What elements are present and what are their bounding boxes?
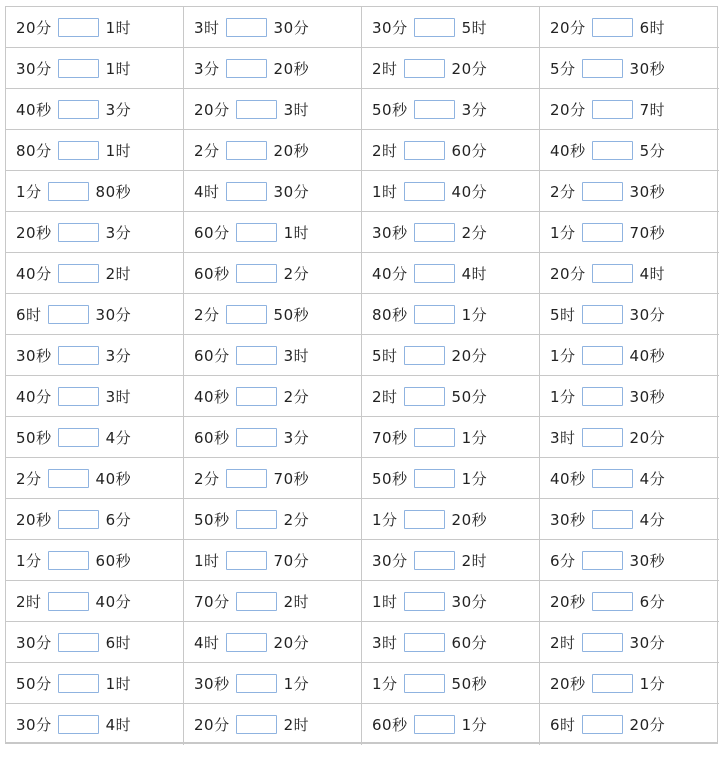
left-quantity: 2分	[194, 305, 220, 324]
answer-blank-box[interactable]	[236, 223, 277, 242]
left-quantity: 50秒	[372, 100, 408, 119]
right-quantity: 6分	[105, 510, 132, 529]
problem-cell	[362, 581, 540, 622]
right-quantity: 70秒	[629, 223, 666, 242]
answer-blank-box[interactable]	[414, 305, 455, 324]
left-quantity: 40分	[372, 264, 408, 283]
problem-cell	[540, 499, 719, 540]
problem-cell	[362, 212, 540, 253]
right-quantity: 30分	[629, 305, 666, 324]
answer-blank-box[interactable]	[592, 674, 633, 693]
right-quantity: 5分	[639, 141, 666, 160]
problem-cell	[362, 130, 540, 171]
answer-blank-box[interactable]	[58, 510, 99, 529]
left-quantity: 40秒	[16, 100, 52, 119]
problem-cell	[362, 294, 540, 335]
problem-cell	[540, 212, 719, 253]
right-quantity: 20分	[273, 633, 310, 652]
right-quantity: 3分	[105, 100, 132, 119]
right-quantity: 40秒	[629, 346, 666, 365]
problem-cell	[540, 417, 719, 458]
problem-cell	[540, 171, 719, 212]
problem-cell	[362, 417, 540, 458]
problem-cell	[362, 663, 540, 704]
left-quantity: 20秒	[16, 510, 52, 529]
problem-cell	[362, 622, 540, 663]
left-quantity: 30分	[372, 551, 408, 570]
answer-blank-box[interactable]	[582, 387, 623, 406]
right-quantity: 30秒	[629, 387, 666, 406]
problem-cell	[362, 89, 540, 130]
right-quantity: 1分	[283, 674, 310, 693]
right-quantity: 2分	[283, 510, 310, 529]
right-quantity: 1时	[105, 18, 132, 37]
right-quantity: 30秒	[629, 182, 666, 201]
problem-cell	[184, 663, 362, 704]
right-quantity: 3分	[105, 223, 132, 242]
right-quantity: 1时	[283, 223, 310, 242]
left-quantity: 1分	[16, 551, 42, 570]
right-quantity: 30分	[451, 592, 488, 611]
answer-blank-box[interactable]	[58, 346, 99, 365]
left-quantity: 60分	[194, 346, 230, 365]
left-quantity: 40秒	[550, 141, 586, 160]
left-quantity: 3时	[372, 633, 398, 652]
problem-cell	[362, 253, 540, 294]
right-quantity: 4时	[639, 264, 666, 283]
left-quantity: 20秒	[550, 674, 586, 693]
left-quantity: 20分	[16, 18, 52, 37]
left-quantity: 20秒	[16, 223, 52, 242]
right-quantity: 2时	[461, 551, 488, 570]
answer-blank-box[interactable]	[226, 305, 267, 324]
left-quantity: 2时	[372, 141, 398, 160]
left-quantity: 40秒	[194, 387, 230, 406]
right-quantity: 2时	[105, 264, 132, 283]
right-quantity: 4分	[105, 428, 132, 447]
left-quantity: 1分	[372, 674, 398, 693]
left-quantity: 50秒	[16, 428, 52, 447]
answer-blank-box[interactable]	[58, 674, 99, 693]
right-quantity: 20秒	[451, 510, 488, 529]
answer-blank-box[interactable]	[582, 428, 623, 447]
left-quantity: 30分	[16, 59, 52, 78]
answer-blank-box[interactable]	[582, 182, 623, 201]
right-quantity: 1时	[105, 141, 132, 160]
answer-blank-box[interactable]	[48, 551, 89, 570]
answer-blank-box[interactable]	[414, 100, 455, 119]
left-quantity: 6时	[16, 305, 42, 324]
problem-cell	[362, 335, 540, 376]
answer-blank-box[interactable]	[592, 592, 633, 611]
answer-blank-box[interactable]	[236, 100, 277, 119]
left-quantity: 1分	[550, 223, 576, 242]
right-quantity: 6分	[639, 592, 666, 611]
answer-blank-box[interactable]	[58, 387, 99, 406]
right-quantity: 6时	[105, 633, 132, 652]
left-quantity: 3时	[550, 428, 576, 447]
problem-cell	[540, 581, 719, 622]
problem-cell	[6, 417, 184, 458]
left-quantity: 1时	[194, 551, 220, 570]
problem-cell	[540, 130, 719, 171]
answer-blank-box[interactable]	[236, 510, 277, 529]
problem-cell	[6, 581, 184, 622]
answer-blank-box[interactable]	[414, 715, 455, 734]
problem-cell	[184, 458, 362, 499]
answer-blank-box[interactable]	[236, 264, 277, 283]
right-quantity: 2时	[283, 592, 310, 611]
left-quantity: 5时	[550, 305, 576, 324]
problem-cell	[184, 499, 362, 540]
right-quantity: 6时	[639, 18, 666, 37]
problem-cell	[362, 171, 540, 212]
left-quantity: 30分	[16, 716, 52, 734]
problem-cell	[6, 376, 184, 417]
problem-cell	[362, 540, 540, 581]
problem-cell	[6, 171, 184, 212]
left-quantity: 2时	[372, 387, 398, 406]
right-quantity: 5时	[461, 18, 488, 37]
answer-blank-box[interactable]	[48, 182, 89, 201]
answer-blank-box[interactable]	[414, 264, 455, 283]
problem-cell	[540, 7, 719, 48]
answer-blank-box[interactable]	[582, 346, 623, 365]
problem-cell	[6, 540, 184, 581]
right-quantity: 1分	[461, 305, 488, 324]
left-quantity: 80秒	[372, 305, 408, 324]
left-quantity: 2分	[194, 141, 220, 160]
right-quantity: 1分	[461, 428, 488, 447]
left-quantity: 20分	[550, 18, 586, 37]
right-quantity: 30分	[95, 305, 132, 324]
right-quantity: 20分	[629, 716, 666, 734]
right-quantity: 40分	[95, 592, 132, 611]
right-quantity: 30分	[629, 633, 666, 652]
right-quantity: 3分	[461, 100, 488, 119]
answer-blank-box[interactable]	[58, 428, 99, 447]
right-quantity: 30分	[273, 182, 310, 201]
right-quantity: 1分	[461, 716, 488, 734]
problem-cell	[540, 540, 719, 581]
right-quantity: 3时	[283, 100, 310, 119]
answer-blank-box[interactable]	[236, 592, 277, 611]
right-quantity: 30秒	[629, 59, 666, 78]
problem-cell	[6, 294, 184, 335]
answer-blank-box[interactable]	[414, 551, 455, 570]
left-quantity: 60秒	[372, 716, 408, 734]
problem-cell	[184, 7, 362, 48]
answer-blank-box[interactable]	[592, 469, 633, 488]
left-quantity: 30分	[16, 633, 52, 652]
problem-cell	[184, 253, 362, 294]
left-quantity: 1分	[372, 510, 398, 529]
left-quantity: 60秒	[194, 264, 230, 283]
problem-cell	[362, 704, 540, 745]
right-quantity: 20分	[451, 59, 488, 78]
left-quantity: 50分	[16, 674, 52, 693]
answer-blank-box[interactable]	[404, 633, 445, 652]
left-quantity: 60分	[194, 223, 230, 242]
left-quantity: 30秒	[550, 510, 586, 529]
right-quantity: 50秒	[273, 305, 310, 324]
left-quantity: 20秒	[550, 592, 586, 611]
problem-cell	[540, 335, 719, 376]
problem-cell	[184, 212, 362, 253]
left-quantity: 4时	[194, 182, 220, 201]
left-quantity: 5时	[372, 346, 398, 365]
answer-blank-box[interactable]	[236, 387, 277, 406]
right-quantity: 50秒	[451, 674, 488, 693]
problem-cell	[362, 48, 540, 89]
left-quantity: 60秒	[194, 428, 230, 447]
problem-cell	[362, 499, 540, 540]
problem-cell	[540, 622, 719, 663]
problem-cell	[6, 704, 184, 745]
left-quantity: 40秒	[550, 469, 586, 488]
answer-blank-box[interactable]	[58, 715, 99, 734]
answer-blank-box[interactable]	[48, 469, 89, 488]
answer-blank-box[interactable]	[226, 141, 267, 160]
problem-cell	[6, 663, 184, 704]
answer-blank-box[interactable]	[582, 551, 623, 570]
problem-cell	[6, 212, 184, 253]
problem-cell	[184, 581, 362, 622]
left-quantity: 2分	[194, 469, 220, 488]
answer-blank-box[interactable]	[582, 305, 623, 324]
right-quantity: 40分	[451, 182, 488, 201]
problem-cell	[184, 335, 362, 376]
right-quantity: 30秒	[629, 551, 666, 570]
answer-blank-box[interactable]	[592, 141, 633, 160]
problem-cell	[184, 417, 362, 458]
answer-blank-box[interactable]	[58, 18, 99, 37]
answer-blank-box[interactable]	[592, 510, 633, 529]
right-quantity: 3分	[283, 428, 310, 447]
answer-blank-box[interactable]	[404, 59, 445, 78]
problem-cell	[6, 7, 184, 48]
problem-cell	[184, 89, 362, 130]
answer-blank-box[interactable]	[404, 141, 445, 160]
right-quantity: 3时	[283, 346, 310, 365]
problem-cell	[540, 48, 719, 89]
problem-cell	[540, 253, 719, 294]
answer-blank-box[interactable]	[592, 100, 633, 119]
problem-cell	[362, 7, 540, 48]
problem-cell	[540, 376, 719, 417]
problem-cell	[184, 704, 362, 745]
left-quantity: 1分	[16, 182, 42, 201]
left-quantity: 5分	[550, 59, 576, 78]
right-quantity: 1分	[639, 674, 666, 693]
left-quantity: 40分	[16, 264, 52, 283]
right-quantity: 3时	[105, 387, 132, 406]
right-quantity: 1时	[105, 674, 132, 693]
right-quantity: 60秒	[95, 551, 132, 570]
answer-blank-box[interactable]	[236, 674, 277, 693]
left-quantity: 1时	[372, 592, 398, 611]
right-quantity: 1时	[105, 59, 132, 78]
answer-blank-box[interactable]	[236, 428, 277, 447]
answer-blank-box[interactable]	[592, 264, 633, 283]
left-quantity: 2时	[550, 633, 576, 652]
problem-cell	[6, 48, 184, 89]
left-quantity: 80分	[16, 141, 52, 160]
left-quantity: 6时	[550, 716, 576, 734]
problem-cell	[6, 458, 184, 499]
right-quantity: 2分	[283, 264, 310, 283]
left-quantity: 50秒	[372, 469, 408, 488]
answer-blank-box[interactable]	[404, 346, 445, 365]
problem-cell	[540, 704, 719, 745]
answer-blank-box[interactable]	[582, 59, 623, 78]
answer-blank-box[interactable]	[582, 715, 623, 734]
right-quantity: 4分	[639, 510, 666, 529]
answer-blank-box[interactable]	[582, 633, 623, 652]
answer-blank-box[interactable]	[582, 223, 623, 242]
right-quantity: 20秒	[273, 141, 310, 160]
left-quantity: 30秒	[194, 674, 230, 693]
answer-blank-box[interactable]	[414, 223, 455, 242]
right-quantity: 80秒	[95, 182, 132, 201]
right-quantity: 70秒	[273, 469, 310, 488]
problem-cell	[184, 171, 362, 212]
right-quantity: 20分	[629, 428, 666, 447]
left-quantity: 20分	[194, 716, 230, 734]
left-quantity: 1分	[550, 387, 576, 406]
left-quantity: 2时	[16, 592, 42, 611]
left-quantity: 1时	[372, 182, 398, 201]
left-quantity: 70分	[194, 592, 230, 611]
left-quantity: 40分	[16, 387, 52, 406]
right-quantity: 20分	[451, 346, 488, 365]
left-quantity: 50秒	[194, 510, 230, 529]
problem-cell	[540, 294, 719, 335]
left-quantity: 2分	[550, 182, 576, 201]
answer-blank-box[interactable]	[226, 59, 267, 78]
left-quantity: 30秒	[16, 346, 52, 365]
left-quantity: 3时	[194, 18, 220, 37]
left-quantity: 30分	[372, 18, 408, 37]
right-quantity: 7时	[639, 100, 666, 119]
right-quantity: 50分	[451, 387, 488, 406]
problem-cell	[6, 253, 184, 294]
problem-cell	[362, 376, 540, 417]
problem-cell	[184, 540, 362, 581]
left-quantity: 20分	[550, 264, 586, 283]
problem-cell	[6, 622, 184, 663]
answer-blank-box[interactable]	[414, 428, 455, 447]
answer-blank-box[interactable]	[592, 18, 633, 37]
left-quantity: 4时	[194, 633, 220, 652]
answer-blank-box[interactable]	[226, 18, 267, 37]
answer-blank-box[interactable]	[414, 469, 455, 488]
left-quantity: 70秒	[372, 428, 408, 447]
left-quantity: 3分	[194, 59, 220, 78]
problem-cell	[6, 130, 184, 171]
right-quantity: 1分	[461, 469, 488, 488]
answer-blank-box[interactable]	[58, 223, 99, 242]
right-quantity: 3分	[105, 346, 132, 365]
answer-blank-box[interactable]	[404, 182, 445, 201]
answer-blank-box[interactable]	[226, 633, 267, 652]
problem-cell	[540, 663, 719, 704]
left-quantity: 6分	[550, 551, 576, 570]
answer-blank-box[interactable]	[226, 551, 267, 570]
answer-blank-box[interactable]	[404, 592, 445, 611]
answer-blank-box[interactable]	[414, 18, 455, 37]
problem-cell	[184, 48, 362, 89]
problem-cell	[540, 89, 719, 130]
answer-blank-box[interactable]	[404, 674, 445, 693]
right-quantity: 2分	[461, 223, 488, 242]
problem-cell	[6, 89, 184, 130]
right-quantity: 2分	[283, 387, 310, 406]
answer-blank-box[interactable]	[48, 305, 89, 324]
left-quantity: 1分	[550, 346, 576, 365]
problem-cell	[184, 376, 362, 417]
answer-blank-box[interactable]	[226, 469, 267, 488]
answer-blank-box[interactable]	[58, 264, 99, 283]
problem-cell	[6, 335, 184, 376]
right-quantity: 60分	[451, 141, 488, 160]
right-quantity: 2时	[283, 716, 310, 734]
problem-cell	[540, 458, 719, 499]
right-quantity: 4分	[639, 469, 666, 488]
right-quantity: 20秒	[273, 59, 310, 78]
left-quantity: 30秒	[372, 223, 408, 242]
answer-blank-box[interactable]	[226, 182, 267, 201]
answer-blank-box[interactable]	[236, 715, 277, 734]
answer-blank-box[interactable]	[236, 346, 277, 365]
answer-blank-box[interactable]	[58, 141, 99, 160]
right-quantity: 60分	[451, 633, 488, 652]
right-quantity: 4时	[105, 716, 132, 734]
problem-cell	[184, 294, 362, 335]
left-quantity: 2时	[372, 59, 398, 78]
problem-cell	[6, 499, 184, 540]
right-quantity: 40秒	[95, 469, 132, 488]
right-quantity: 4时	[461, 264, 488, 283]
problem-cell	[184, 622, 362, 663]
left-quantity: 2分	[16, 469, 42, 488]
answer-blank-box[interactable]	[48, 592, 89, 611]
answer-blank-box[interactable]	[404, 387, 445, 406]
answer-blank-box[interactable]	[58, 59, 99, 78]
left-quantity: 20分	[194, 100, 230, 119]
right-quantity: 30分	[273, 18, 310, 37]
bottom-rule	[5, 743, 718, 744]
problem-cell	[184, 130, 362, 171]
left-quantity: 20分	[550, 100, 586, 119]
comparison-worksheet-grid	[5, 6, 718, 743]
right-quantity: 70分	[273, 551, 310, 570]
problem-cell	[362, 458, 540, 499]
answer-blank-box[interactable]	[58, 100, 99, 119]
answer-blank-box[interactable]	[58, 633, 99, 652]
answer-blank-box[interactable]	[404, 510, 445, 529]
